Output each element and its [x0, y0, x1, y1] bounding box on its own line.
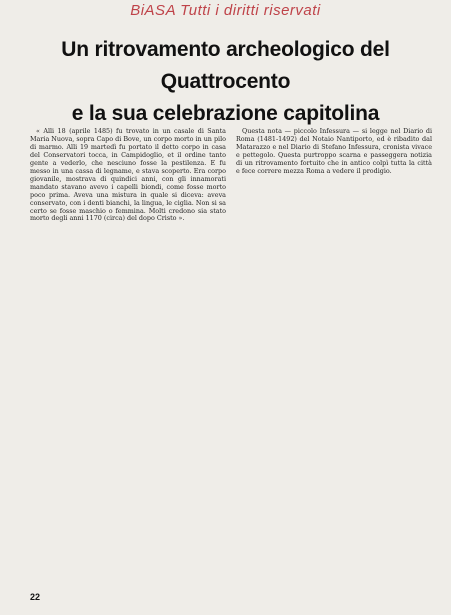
watermark: BiASA Tutti i diritti riservati: [130, 2, 321, 19]
article-body: [30, 128, 432, 583]
column-2: [236, 128, 432, 583]
page-title: [20, 34, 431, 130]
column-1: [30, 128, 226, 583]
column-text: « Alli 18 (aprile 1485) fu trovato in un casale di Santa Maria Nuova, sopra Capo di Bove, un corpo morto in un pilo di marmo. Alli 19 martedì fu portato il detto corpo in casa del Conservatori tocca, in Campidoglio, et il ordine tanto gente a vederlo, che nesciuno fosse la pestilenza. E fu messo in una cassa di legname, e stava scoperto. Era corpo giovanile, mostrava di quindici anni, con gli innamorati mandato stavano avevo i capelli biondi, come fosse morto poco prima. Aveva una mistura in quale si diceva: aveva conservato, con i denti bianchi, la lingua, le ciglia. Non si sa certo se fosse maschio o femmina. Molti credono sia stato morto degli anni 1170 (circa) del dopo Cristo ».: [30, 128, 226, 223]
title-line-1: Un ritrovamento archeologico del Quattrocento: [61, 38, 390, 93]
title-line-2: e la sua celebrazione capitolina: [71, 102, 380, 125]
page-number: 22: [30, 592, 41, 602]
column-text: Questa nota — piccolo Infessura — si legge nel Diario di Roma (1481-1492) del Notaio Nantiporto, ed è ribadito dal Matarazzo e nel Diario di Stefano Infessura, cronista vivace e pettegolo. Questa purtroppo scarna e passeggera notizia di un ritrovamento fortuito che in antico colpì tutta la città e fece correre mezza Roma a vedere il prodigio.: [236, 128, 432, 175]
